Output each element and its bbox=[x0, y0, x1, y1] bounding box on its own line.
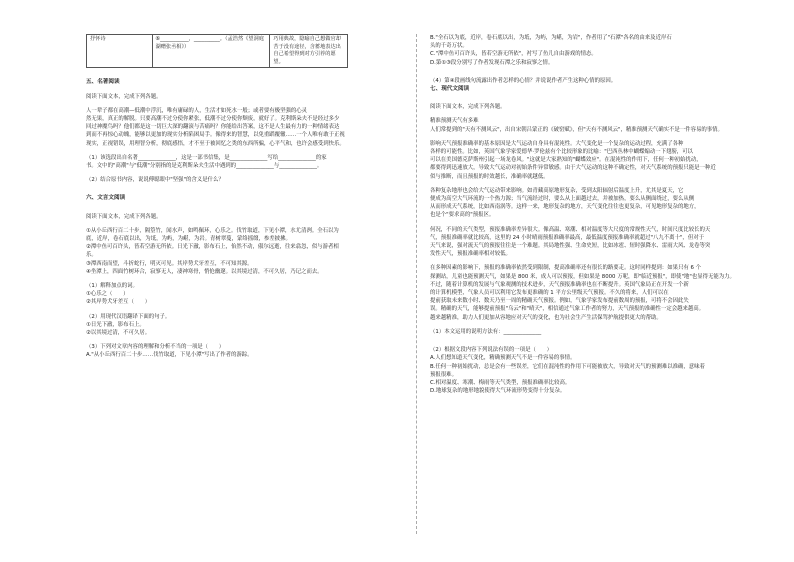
text-line: （2）结合原书内容，说说傅聪眼中"坚强"的含义是什么？ bbox=[86, 177, 224, 184]
text-line: （1）该选段出自名著______________，这是一部书信集，是______________写给______________的家 bbox=[86, 154, 327, 161]
text-line: 越来越精准，助力人们更加从容地应对天气的变化，也为社会生产生活保驾护航提供更大的帮助。 bbox=[430, 314, 662, 321]
text-line: 便成为高空大气环流的一个热力源；当气流经过时，要么从上面越过去，并被加热，要么从侧面绕过，要么从侧 bbox=[430, 196, 695, 203]
text-line: 可以在美国德克萨斯州引起一场龙卷风。"这就是大家熟知的"蝴蝶效应"。在混沌性的作用下，任何一种初始扰动， bbox=[430, 157, 702, 164]
text-line: 从而形成天气系统，比如西南涡等。这样一来，地形复杂的地方，天气变化往往也更复杂，可见地形复杂的地方， bbox=[430, 204, 700, 211]
text-line: ①从小丘西行百二十步，隔篁竹，闻水声，如鸣佩环，心乐之。伐竹取道，下见小潭，水尤清冽。全石以为 bbox=[86, 227, 339, 234]
text-line: （2）根据文段内容下列说法有误的一项是（ ） bbox=[430, 347, 553, 354]
text-line: 然无果，真正的解脱。只要高潮不过分使你紧张，低潮不过分使你颓废，就好了。克利斯朵夫不是经过多少 bbox=[86, 115, 340, 122]
text-line: 在多种因素的影响下，预报的准确率依然受到限制，提高准确率还有很长的路要走。这时同样提到：如果只有 6 个 bbox=[430, 265, 701, 272]
text-line: C."潭中鱼可百许头，皆若空游无所依"，衬写了鱼儿自由游戏的情态。 bbox=[430, 51, 597, 58]
text-line: 乐。 bbox=[86, 252, 97, 259]
section-heading: 五、名著阅读 bbox=[86, 79, 120, 86]
table-cell-analysis: 巧用典故，隐喻自己想做官却苦于没有途径，含蓄地表达出自己希望得到对方引荐的愿望。 bbox=[270, 35, 348, 68]
text-line: 各种复杂地形也会给大气运动带来影响。如青藏高原地形复杂，受到太阳辐射后温度上升，尤其是夏天，它 bbox=[430, 187, 684, 194]
text-line: 影响天气预报准确率的基本原因是大气运动自身具有混沌性。大气变化是一个复杂的运动过程，充满了各种 bbox=[430, 140, 684, 147]
table-cell-question: ⑥___________，__________。（孟浩然《望洞庭湖赠张丞相》） bbox=[152, 35, 270, 68]
table-row bbox=[87, 35, 348, 68]
text-line: 都要得到迅速放大，导致大气运动对初始条件异常敏感。由于大气运动的这种不确定性，对天气系统的预报只能是一种近 bbox=[430, 165, 716, 172]
text-line: C.相对温度、寒潮、梅雨等天气类型，预报准确率比较高。 bbox=[430, 379, 571, 386]
text-line: A.人们想知道天气变化，精确预测天气不是一件容易的事情。 bbox=[430, 355, 576, 362]
text-line: B."全石以为底，近岸，卷石底以出，为坻，为屿，为嵁，为岩"，作者用了"石潭"各名的由来及近岸石 bbox=[430, 35, 672, 41]
text-line: 到而不再惊心动魄，能够以更加的现实分析陷困局手。像得来的智慧，以免重蹈覆辙……一个人唯有敢于正视 bbox=[86, 132, 345, 139]
column-divider bbox=[416, 34, 417, 534]
text-line: 不过，随着计算机的发展与气象观测的技术进步，天气预报准确率也在不断提升。英国气象局正在开发一个新 bbox=[430, 281, 689, 288]
text-line: 现实，正视错误，用理智分析，彻底感悟，才不至于被回忆之类的东西所骗，心平气和，也许会感受到快乐。 bbox=[86, 140, 345, 147]
text-line: A."从小丘西行百二十步……伐竹取道，下见小潭"写出了作者的游踪。 bbox=[86, 352, 253, 359]
text-line: （2）用现代汉语翻译下面的句子。 bbox=[86, 313, 171, 320]
left-column bbox=[86, 34, 404, 360]
text-line: 发性天气，预报准确率相对较低。 bbox=[430, 251, 511, 258]
text-line: 人们常提到的"天有不测风云"，出自宋朝吕蒙正的《破窑赋》，但"天有不测风云"，精准预测天气确实不是一件容易的事情。 bbox=[430, 126, 723, 133]
text-line: 提前获取未来数小时、数天乃至一周的精确天气预报。例如，气象学家发布提前数周的预报，可将不会因此失 bbox=[430, 298, 689, 305]
text-line: （1）本文运用的说明方法有：______________ bbox=[430, 328, 542, 335]
text-line: 阅读下面文本，完成下列各题。 bbox=[86, 213, 162, 220]
text-line: 阅读下面文本，完成下列各题。 bbox=[430, 104, 506, 111]
text-line: ②潭中鱼可百许头，皆若空游无所依。日光下澈，影布石上，佁然不动，俶尔远逝，往来翕忽，似与游者相 bbox=[86, 244, 339, 251]
section-heading: 七、现代文阅读 bbox=[430, 86, 470, 93]
text-line: 似与推断，而且预报的时效越长，准确率就越低。 bbox=[430, 173, 549, 180]
text-line: ②其岸势犬牙差互（ ） bbox=[86, 299, 151, 306]
text-line: B.任何一种初始扰动，总是会有一些误差，它们在混沌性的作用下可能被放大，导致对天气的预测难以准确，意味着 bbox=[430, 363, 705, 370]
text-line: 书。文中的"高潮"与"低潮"分别指的是克利斯朵夫生活中遇到的______________与______________。 bbox=[86, 163, 323, 169]
text-line: ③潭西南而望，斗折蛇行，明灭可见。其岸势犬牙差互，不可知其源。 bbox=[86, 260, 253, 267]
text-line: 也是个"要求高的"预报区。 bbox=[430, 212, 495, 219]
text-line: （4）第④段画线句流露出作者怎样的心情？并说说作者产生这种心情的原因。 bbox=[430, 77, 617, 84]
text-line: 气，预报准确率就比较高，这里的 24 小时晴雨预报准确率最高，最低温度预报准确率就超过"八九不离十"，但对于 bbox=[430, 234, 704, 241]
text-line: D.地球复杂的地形地貌使得大气环流形势变得十分复杂。 bbox=[430, 388, 566, 395]
text-line: （1）解释加点的词。 bbox=[86, 283, 138, 290]
right-column bbox=[430, 34, 746, 395]
text-line: 误。精确的天气，能够提前预报"乌云"和"晴天"，相信通过气象工作者的努力，天气预报的准确性一定会越来越高。 bbox=[430, 306, 705, 313]
text-line: 各样的可能性。比如，英国气象学家爱德华·罗伦兹有个比较形象的比喻："巴西丛林中蝴蝶煽动一下翅膀，可以 bbox=[430, 149, 693, 156]
text-line: 精准预测天气有多难 bbox=[430, 118, 479, 125]
table-cell-category: 抒怀诗 bbox=[87, 35, 153, 68]
text-line: 何况，不同的天气类型，预报准确率差异很大。像高温、寒潮、相对温度等大尺度的常规性天气，时间尺度比较长的天 bbox=[430, 226, 711, 233]
section-heading: 六、文言文阅读 bbox=[86, 195, 126, 202]
text-line: 天气来说，强对流天气的预报往往是一个难题。其局地性强、生命史短，比如冰雹、短时强降水、雷雨大风、龙卷等突 bbox=[430, 243, 711, 250]
poetry-table bbox=[86, 34, 348, 68]
text-line: ①日光下澈，影布石上。 bbox=[86, 321, 145, 328]
text-line: D.第①③段分别写了作者发现石潭之乐和寂寥之情。 bbox=[430, 59, 554, 66]
text-line: （3）下列对文章内容的理解和分析不当的一项是（ ） bbox=[86, 344, 225, 351]
text-line: 回过神魔鸟吗？他们都是这一切巨大深的翻滚与苦痛吗？你能给出答案，这不是人生最有力的一种情绪表达 bbox=[86, 124, 340, 131]
text-line: 底，近岸，卷石底以出，为坻，为屿，为嵁，为岩。青树翠蔓，蒙络摇缀，参差披拂。 bbox=[86, 236, 291, 243]
text-line: 探测站，儿童也能预测天气，如果是 800 米，成人可以预报，但如果是 8000 万呢，即"临近预报"，即使"地"也显得无能为力。 bbox=[430, 273, 735, 280]
text-line: ④坐潭上，四面竹树环合，寂寥无人，凄神寒骨，悄怆幽邃。以其境过清，不可久居，乃记之而去。 bbox=[86, 268, 323, 275]
text-line: 头的千奇万状。 bbox=[430, 43, 468, 50]
text-line: 阅读下面文本，完成下列各题。 bbox=[86, 93, 162, 100]
text-line: 预报很难。 bbox=[430, 371, 457, 378]
text-line: 人一辈子都在高潮—低潮中浮沉，唯有庸碌的人，生活才如死水一般；或者要有极坚强的心灵 bbox=[86, 107, 308, 114]
text-line: 的计算机模型，气象人员可以利用它发布更准确的 1 平方公里级天气预报。不久的将来，人们可以在 bbox=[430, 290, 669, 297]
text-line: ②以其境过清，不可久居。 bbox=[86, 330, 151, 337]
text-line: ①心乐之（ ） bbox=[86, 291, 129, 298]
